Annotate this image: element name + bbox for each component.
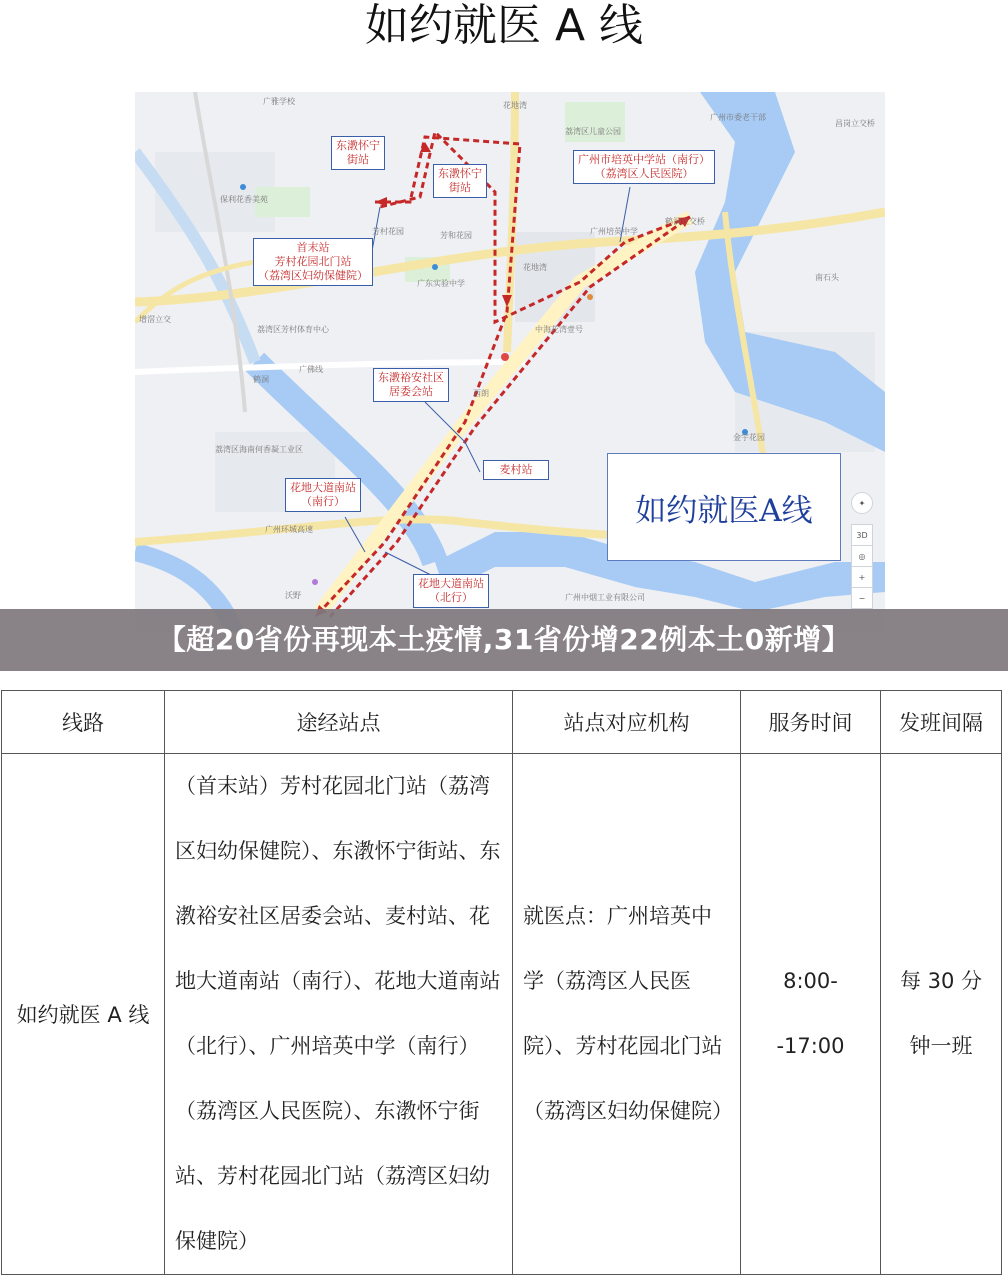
poi-label: 广州培英中学 (590, 227, 638, 236)
poi-label: 广佛线 (299, 365, 323, 374)
poi-label: 金宇花园 (733, 433, 765, 442)
station-marker-icon (501, 353, 509, 361)
station-label-huadi-north: 花地大道南站 （北行） (413, 574, 489, 608)
header-institutions: 站点对应机构 (513, 691, 741, 754)
poi-label: 保利花香美苑 (220, 195, 268, 204)
poi-label: 荔湾区海南何香凝工业区 (215, 445, 303, 454)
header-service-time: 服务时间 (741, 691, 881, 754)
poi-label: 昌岗立交桥 (835, 119, 875, 128)
station-label-yuan-community: 东漖裕安社区 居委会站 (373, 368, 449, 402)
poi-label: 花地湾 (503, 101, 527, 110)
header-frequency: 发班间隔 (881, 691, 1002, 754)
station-label-maicun: 麦村站 (483, 460, 549, 480)
poi-label: 荔湾区儿童公园 (565, 127, 621, 136)
poi-label: 沃野 (285, 591, 301, 600)
poi-label: 西朗 (473, 389, 489, 398)
cell-line: 如约就医 A 线 (2, 754, 165, 1275)
poi-label: 花地湾 (523, 263, 547, 272)
poi-label: 鹤洞 (253, 375, 269, 384)
map-3d-button[interactable]: 3D (851, 524, 873, 546)
poi-label: 芳和花园 (440, 231, 472, 240)
poi-label: 广雅学校 (263, 97, 295, 106)
table-header-row (2, 691, 1002, 754)
map-legend-title: 如约就医A线 (607, 453, 841, 561)
header-stops: 途经站点 (165, 691, 513, 754)
poi-label: 中海花湾壹号 (535, 325, 583, 334)
cell-frequency: 每 30 分钟一班 (881, 754, 1002, 1275)
station-label-dongjiao-huaining-right: 东漖怀宁 街站 (433, 164, 487, 198)
zoom-in-button[interactable]: + (851, 566, 873, 588)
page-title: 如约就医 A 线 (364, 0, 644, 51)
zoom-out-button[interactable]: − (851, 587, 873, 609)
locate-icon[interactable]: ◎ (851, 545, 873, 567)
station-label-dongjiao-huaining-left: 东漖怀宁 街站 (331, 136, 385, 170)
route-info-table (1, 690, 1002, 1275)
poi-label: 鹤洞立交桥 (665, 217, 705, 226)
poi-label: 南石头 (815, 273, 839, 282)
poi-label: 广州市委老干部 (710, 113, 766, 122)
poi-marker-icon (432, 264, 438, 270)
cell-service-time: 8:00--17:00 (741, 754, 881, 1275)
poi-marker-icon (312, 579, 318, 585)
station-label-peiying-south: 广州市培英中学站（南行） （荔湾区人民医院） (573, 150, 715, 184)
station-label-terminal: 首末站 芳村花园北门站 （荔湾区妇幼保健院） (253, 238, 373, 286)
poi-label: 广州环城高速 (265, 525, 313, 534)
poi-label: 广东实验中学 (417, 279, 465, 288)
cell-stops: （首末站）芳村花园北门站（荔湾区妇幼保健院）、东漖怀宁街站、东漖裕安社区居委会站、麦村站、花地大道南站（南行）、花地大道南站（北行）、广州培英中学（南行）（荔湾区人民医院）、东漖怀宁街站、芳村花园北门站（荔湾区妇幼保健院） (165, 754, 513, 1275)
poi-label: 芳村花园 (372, 227, 404, 236)
poi-marker-icon (587, 294, 593, 300)
route-map[interactable] (135, 92, 885, 632)
poi-label: 荔湾区芳村体育中心 (257, 325, 329, 334)
compass-icon[interactable]: ✦ (851, 492, 873, 514)
header-line: 线路 (2, 691, 165, 754)
station-label-huadi-south: 花地大道南站 （南行） (285, 478, 361, 512)
poi-label: 增滘立交 (139, 315, 171, 324)
table-row (2, 754, 1002, 1275)
cell-institutions: 就医点：广州培英中学（荔湾区人民医院）、芳村花园北门站（荔湾区妇幼保健院） (513, 754, 741, 1275)
poi-label: 广州中烟工业有限公司 (565, 593, 645, 602)
poi-marker-icon (240, 184, 246, 190)
news-banner[interactable]: 【超20省份再现本土疫情,31省份增22例本土0新增】 (0, 609, 1008, 671)
